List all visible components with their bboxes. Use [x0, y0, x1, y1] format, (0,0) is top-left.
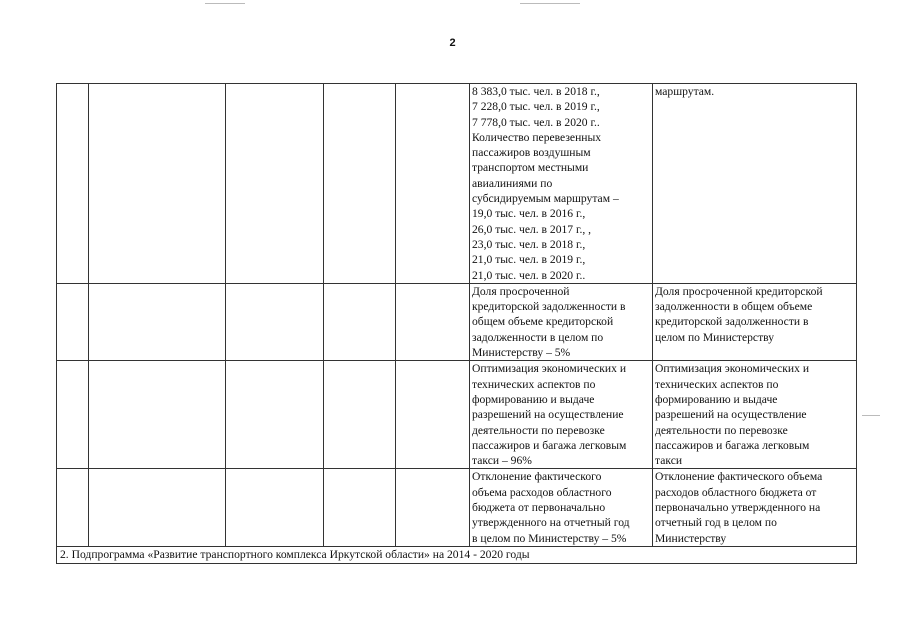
text-line: транспортом местными: [472, 161, 589, 175]
text-line: первоначально утвержденного на: [655, 501, 821, 515]
text-line: такси – 96%: [472, 454, 532, 468]
table-cell-empty: [57, 469, 89, 546]
indicator-cell: [470, 469, 653, 546]
text-line: авиалиниями по: [472, 176, 553, 190]
text-line: Доля просроченной кредиторской: [655, 284, 823, 298]
text-line: Министерству – 5%: [472, 346, 571, 360]
text-line: разрешений на осуществление: [472, 408, 624, 422]
table-row: [57, 361, 857, 469]
scan-speck: [205, 3, 245, 4]
subprogram-heading: 2. Подпрограмма «Развитие транспортного комплекса Иркутской области» на 2014 - 2020 годы: [57, 546, 857, 563]
scan-speck: [520, 3, 580, 4]
table-cell-empty: [89, 283, 226, 360]
text-line: задолженности в целом по: [472, 330, 604, 344]
text-line: Отклонение фактического объема: [655, 470, 823, 484]
result-cell: [653, 361, 857, 469]
text-line: пассажиров и багажа легковым: [655, 438, 810, 452]
indicator-cell: [470, 361, 653, 469]
text-line: разрешений на осуществление: [655, 408, 807, 422]
text-line: Министерству: [655, 531, 727, 545]
text-line: Оптимизация экономических и: [655, 362, 810, 376]
text-line: такси: [655, 454, 683, 468]
text-line: формированию и выдаче: [472, 392, 595, 406]
table-cell-empty: [396, 283, 470, 360]
text-line: 26,0 тыс. чел. в 2017 г., ,: [472, 222, 592, 236]
text-line: 19,0 тыс. чел. в 2016 г.,: [472, 207, 586, 221]
indicator-cell: [470, 84, 653, 284]
result-cell: [653, 84, 857, 284]
text-line: пассажиров воздушным: [472, 146, 591, 160]
table-cell-empty: [226, 361, 324, 469]
scan-speck: [862, 415, 880, 416]
text-line: бюджета от первоначально: [472, 501, 606, 515]
table-cell-empty: [324, 283, 396, 360]
text-line: отчетный год в целом по: [655, 516, 777, 530]
table-cell-empty: [226, 469, 324, 546]
text-line: целом по Министерству: [655, 330, 775, 344]
text-line: технических аспектов по: [655, 377, 779, 391]
table-row: [57, 546, 857, 563]
result-cell: [653, 469, 857, 546]
table-cell-empty: [226, 283, 324, 360]
text-line: 8 383,0 тыс. чел. в 2018 г.,: [472, 85, 600, 98]
text-line: деятельности по перевозке: [655, 423, 788, 437]
text-line: 7 228,0 тыс. чел. в 2019 г.,: [472, 100, 600, 114]
table-cell-empty: [57, 84, 89, 284]
text-line: Отклонение фактического: [472, 470, 602, 484]
text-line: расходов областного бюджета от: [655, 485, 817, 499]
text-line: формированию и выдаче: [655, 392, 778, 406]
table-row: [57, 84, 857, 284]
program-indicators-table: [56, 83, 857, 564]
table-cell-empty: [89, 84, 226, 284]
table-cell-empty: [89, 361, 226, 469]
text-line: утвержденного на отчетный год: [472, 516, 630, 530]
result-cell: [653, 283, 857, 360]
text-line: 23,0 тыс. чел. в 2018 г.,: [472, 237, 586, 251]
text-line: субсидируемым маршрутам –: [472, 192, 619, 206]
table-cell-empty: [396, 84, 470, 284]
text-line: технических аспектов по: [472, 377, 596, 391]
table-cell-empty: [226, 84, 324, 284]
table-cell-empty: [89, 469, 226, 546]
text-line: объема расходов областного: [472, 485, 612, 499]
text-line: маршрутам.: [655, 85, 715, 98]
text-line: деятельности по перевозке: [472, 423, 605, 437]
table-cell-empty: [396, 361, 470, 469]
text-line: задолженности в общем объеме: [655, 300, 813, 314]
text-line: кредиторской задолженности в: [472, 300, 626, 314]
indicator-cell: [470, 283, 653, 360]
text-line: 21,0 тыс. чел. в 2019 г.,: [472, 253, 586, 267]
table-cell-empty: [324, 84, 396, 284]
text-line: кредиторской задолженности в: [655, 315, 809, 329]
table-row: [57, 469, 857, 546]
text-line: Оптимизация экономических и: [472, 362, 627, 376]
text-line: общем объеме кредиторской: [472, 315, 614, 329]
table-cell-empty: [324, 469, 396, 546]
table-cell-empty: [324, 361, 396, 469]
table-cell-empty: [396, 469, 470, 546]
text-line: Доля просроченной: [472, 284, 570, 298]
text-line: 21,0 тыс. чел. в 2020 г..: [472, 268, 586, 282]
text-line: в целом по Министерству – 5%: [472, 531, 627, 545]
page-number: 2: [449, 37, 456, 49]
table-cell-empty: [57, 361, 89, 469]
table-row: [57, 283, 857, 360]
text-line: 7 778,0 тыс. чел. в 2020 г..: [472, 115, 600, 129]
text-line: Количество перевезенных: [472, 130, 602, 144]
text-line: пассажиров и багажа легковым: [472, 438, 627, 452]
table-cell-empty: [57, 283, 89, 360]
